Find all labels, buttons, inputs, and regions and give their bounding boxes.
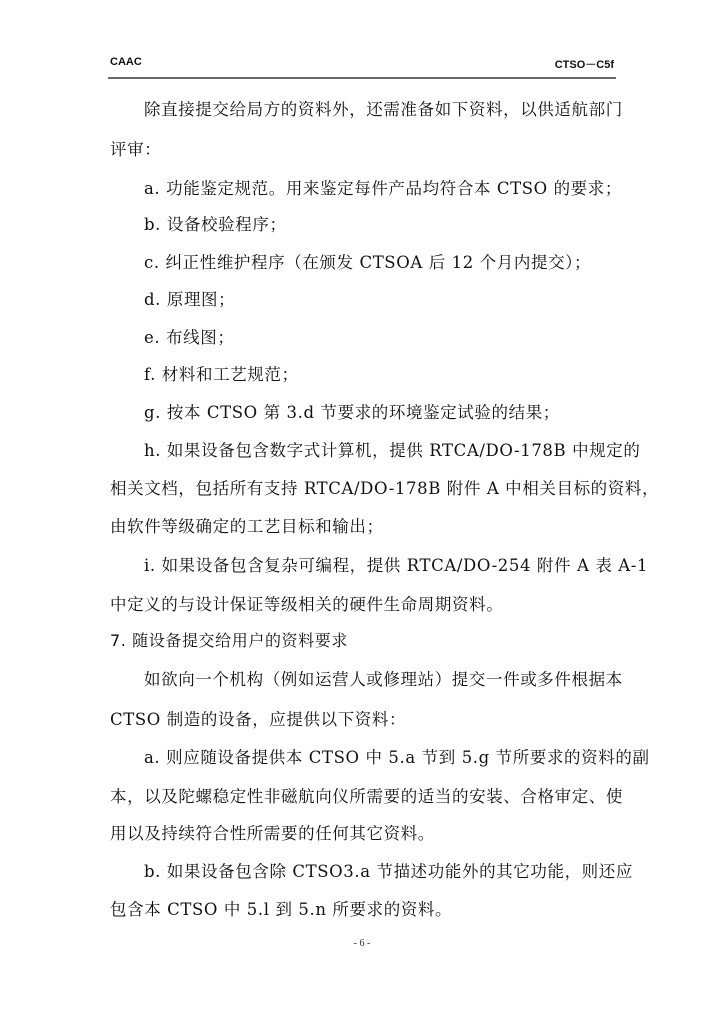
section-heading: 7. 随设备提交给用户的资料要求 xyxy=(110,631,348,650)
text-line: 由软件等级确定的工艺目标和输出； xyxy=(110,517,384,536)
header-doc-id: CTSO－C5f xyxy=(554,59,614,71)
text-line: h. 如果设备包含数字式计算机，提供 RTCA/DO-178B 中规定的 xyxy=(144,441,641,460)
text-line: 评审： xyxy=(110,140,162,159)
page-header xyxy=(108,52,616,72)
text-line: 除直接提交给局方的资料外，还需准备如下资料，以供适航部门 xyxy=(144,100,623,119)
text-line: e. 布线图； xyxy=(144,328,235,347)
text-line: g. 按本 CTSO 第 3.d 节要求的环境鉴定试验的结果； xyxy=(144,403,560,422)
text-line: 如欲向一个机构（例如运营人或修理站）提交一件或多件根据本 xyxy=(144,670,623,689)
text-line: 包含本 CTSO 中 5.l 到 5.n 所要求的资料。 xyxy=(110,900,453,919)
text-line: CTSO 制造的设备，应提供以下资料： xyxy=(110,710,407,729)
text-line: b. 设备校验程序； xyxy=(144,215,287,234)
text-line: d. 原理图； xyxy=(144,290,236,309)
text-line: f. 材料和工艺规范； xyxy=(144,365,299,384)
text-line: 相关文档，包括所有支持 RTCA/DO-178B 附件 A 中相关目标的资料， xyxy=(110,479,660,498)
text-line: c. 纠正性维护程序（在颁发 CTSOA 后 12 个月内提交）； xyxy=(144,253,592,272)
text-line: 本，以及陀螺稳定性非磁航向仪所需要的适当的安装、合格审定、使 xyxy=(110,787,623,806)
text-line: b. 如果设备包含除 CTSO3.a 节描述功能外的其它功能，则还应 xyxy=(144,862,633,881)
header-org: CAAC xyxy=(110,56,142,68)
page-number: - 6 - xyxy=(353,938,371,949)
text-line: a. 功能鉴定规范。用来鉴定每件产品均符合本 CTSO 的要求； xyxy=(144,179,622,198)
text-line: 用以及持续符合性所需要的任何其它资料。 xyxy=(110,824,435,843)
text-line: a. 则应随设备提供本 CTSO 中 5.a 节到 5.g 节所要求的资料的副 xyxy=(144,748,650,767)
text-line: 中定义的与设计保证等级相关的硬件生命周期资料。 xyxy=(110,595,504,614)
text-line: i. 如果设备包含复杂可编程，提供 RTCA/DO-254 附件 A 表 A-1 xyxy=(144,556,649,575)
header-rule xyxy=(108,77,616,79)
